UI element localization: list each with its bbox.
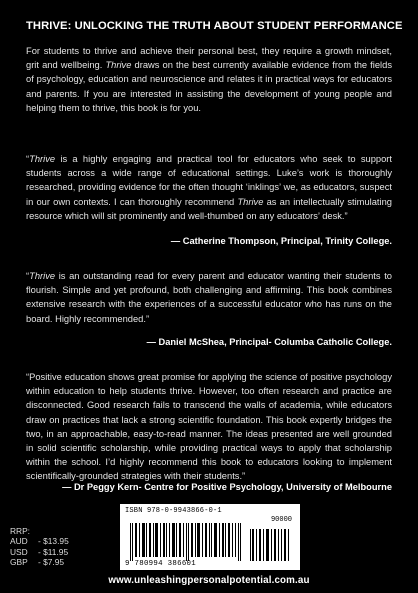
quote-2-part: Thrive — [29, 271, 56, 281]
rrp-label: RRP: — [10, 526, 31, 536]
rrp-price-list — [10, 526, 69, 568]
quote-1-attribution: — Catherine Thompson, Principal, Trinity College. — [170, 236, 392, 246]
quote-1-part: as an intellectually stimulating resource which will sit prominently and well-thumbed on any educators’ desk.” — [26, 196, 392, 221]
quote-1-part: is a highly engaging and practical tool for educators who seek to support students across a wide range of educational settings. Luke’s work is thoroughly researched, providing evidence for the often thought ‘inklings’ we, as educators, suspect in our own contexts. I can thoroughly recommend — [26, 154, 392, 207]
quote-1 — [26, 152, 392, 223]
barcode-digits: 9 780994 386601 — [125, 560, 197, 568]
intro-italic-title: Thrive — [105, 60, 132, 71]
rrp-price: - $13.95 — [38, 536, 69, 547]
quote-3-attribution: — Dr Peggy Kern- Centre for Positive Psychology, University of Melbourne — [62, 482, 392, 492]
rrp-currency: AUD — [10, 536, 28, 547]
rrp-row — [10, 557, 69, 567]
barcode-bars-icon — [126, 523, 294, 561]
quote-2-part: is an outstanding read for every parent and educator wanting their students to flourish. Simple and yet profound, both challenging and affirming. This book combines extensive research with the experiences of a successful educator who has runs on the board. Highly recommended.” — [26, 271, 392, 324]
quote-2 — [26, 269, 392, 326]
rrp-row — [10, 536, 69, 546]
rrp-currency: GBP — [10, 557, 28, 568]
quote-2-attribution: — Daniel McShea, Principal- Columba Catholic College. — [146, 337, 392, 347]
quote-1-part: Thrive — [29, 154, 56, 164]
quote-1-part: “ — [26, 154, 30, 164]
intro-text-end: draws on the best currently available evidence from the fields of psychology, education and neuroscience and relates it in practical ways for educators and parents. If you are interested in assisting the development of young people and helping them to thrive, this book is for you. — [26, 60, 392, 113]
quote-3-part: “Positive education shows great promise for applying the science of positive psychology within education to help students thrive. However, too often research and practice are disconnected. Good research fails to transcend the walls of academia, while educators draw on practices that lack a strong scientific foundation. This book expertly bridges the two, in an approachable, easy-to-read manner. The ideas presented are well grounded in solid scientific scholarship, while providing practical ways to apply that scholarship within the school. I’d highly recommend this book to educators looking to implement scientifically-grounded strategies with their students.” — [26, 372, 392, 482]
rrp-currency: USD — [10, 546, 28, 557]
cover-title: THRIVE: UNLOCKING THE TRUTH ABOUT STUDENT PERFORMANCE — [26, 20, 403, 32]
rrp-row — [10, 547, 69, 557]
price-addon-code: 90000 — [270, 516, 292, 524]
isbn-barcode — [120, 504, 300, 570]
quote-2-part: “ — [26, 271, 30, 281]
rrp-price: - $7.95 — [38, 557, 65, 568]
intro-text-start: For students to thrive and achieve their personal best, they require a growth mindset, grit and wellbeing. — [26, 46, 392, 71]
quote-3 — [26, 370, 392, 484]
quote-1-part: Thrive — [237, 196, 264, 207]
website-url: www.unleashingpersonalpotential.com.au — [108, 575, 310, 586]
rrp-price: - $11.95 — [38, 546, 69, 557]
intro-paragraph — [26, 44, 392, 115]
isbn-number: ISBN 978-0-9943866-0-1 — [125, 507, 222, 515]
